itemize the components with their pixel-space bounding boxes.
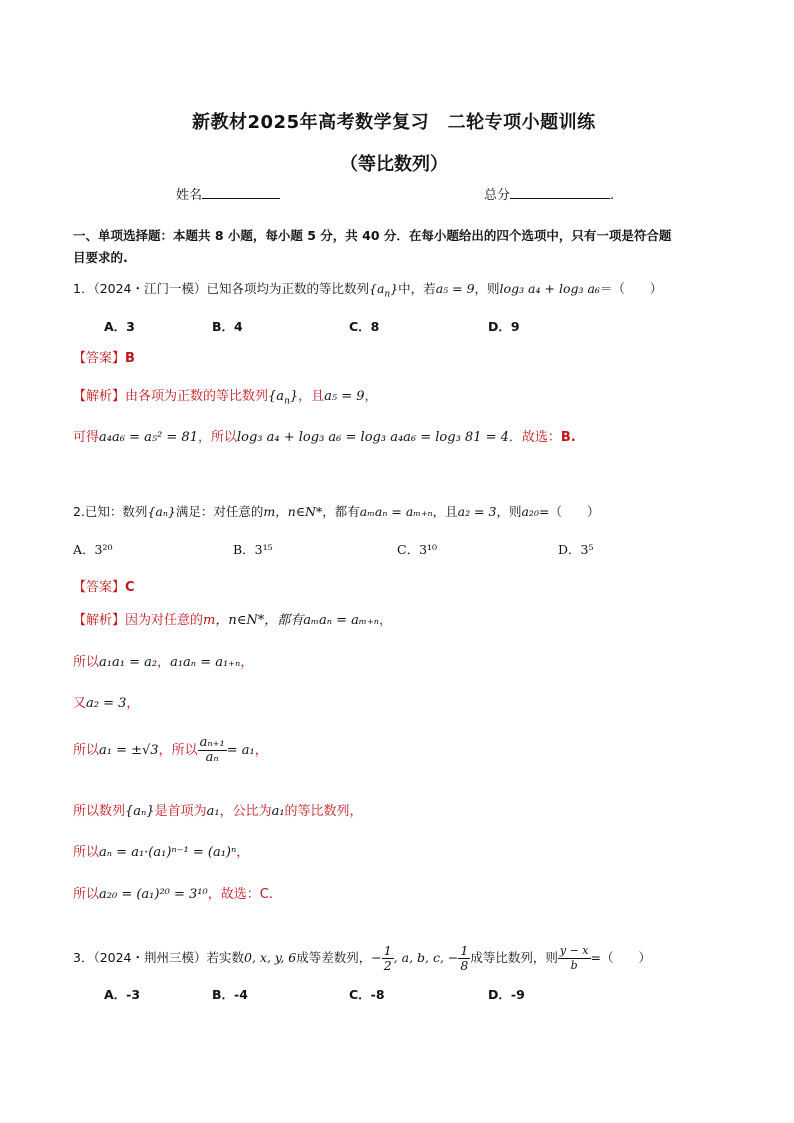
q3-mid2: 成等比数列，则 [470,950,558,965]
question-1 [73,279,662,300]
q1-expr: log₃ a₄ + log₃ a₆ [499,281,600,296]
q1-mid2: ，则 [474,281,500,296]
q3-seq2b: , a, b, c, − [393,950,459,965]
q2-an5-a: 所以数列 [73,804,126,819]
page-title: 新教材2025年高考数学复习 二轮专项小题训练 [192,112,596,133]
q1-option-c: C．8 [349,319,380,334]
q1-answer-tag: 【答案】 [73,351,126,366]
q2-an2-a: 所以 [73,655,100,670]
q2-mid2: ，都有 [322,504,360,519]
q2-an4-a: 所以 [73,743,100,758]
q2-analysis-tag: 【解析】 [73,613,126,628]
name-blank [202,186,280,199]
q2-analysis-line7 [73,883,273,902]
q3-target-num: y − x [559,944,589,957]
question-2 [73,502,599,520]
q2-answer-tag: 【答案】 [73,580,126,595]
q2-an4-e: ， [254,743,268,758]
q2-option-d: D．3⁵ [558,542,594,557]
q2-an1-b: m [203,613,216,628]
q2-an4-d: = a₁ [226,743,255,758]
q2-an6-a: 所以 [73,845,100,860]
q2-an6-c: ， [236,845,250,860]
q2-mid3: ，且 [432,504,458,519]
q2-analysis-line4 [73,736,268,765]
q2-option-c: C．3¹⁰ [397,542,438,557]
section-heading-line1: 一、单项选择题：本题共 8 小题，每小题 5 分，共 40 分．在每小题给出的四个选项中，只有一项是符合题 [73,228,672,243]
q1-mid: 中，若 [398,281,436,296]
q1-analysis-line2 [73,426,576,445]
q2-an3-a: 又 [73,696,87,711]
q2-an5-d: a₁ [206,804,220,819]
q2-answer-value: C [125,580,135,595]
q1-analysis-seq: $\{a_n\}$ [268,389,299,407]
q2-an7-d: C. [259,887,273,902]
q2-mid: 满足：对任意的 [175,504,264,519]
q2-mid4: ，则 [496,504,522,519]
q2-an4-num: aₙ₊₁ [199,735,225,750]
q2-option-a: A．3²⁰ [73,542,113,557]
q1-an2-d: log₃ a₄ + log₃ a₆ = log₃ a₄a₆ = log₃ 81 = 4 [237,430,509,445]
q1-prefix: 1．（2024・江门一模）已知各项均为正数的等比数列 [73,281,370,296]
q2-analysis-line2 [73,651,253,670]
q1-an2-b: a₄a₆ = a₅² = 81 [99,430,198,445]
q1-analysis-line1 [73,385,378,407]
q2-option-b: B．3¹⁵ [233,542,273,557]
section-heading-line2: 目要求的. [73,250,128,265]
q2-an2-c: ， [157,655,171,670]
q2-an4-den: aₙ [205,750,219,765]
q3-mid: 成等差数列， [296,950,372,965]
q2-an7-a: 所以 [73,887,100,902]
q1-an2-f: B. [560,430,576,445]
q1-answer-value: B [125,351,135,366]
q2-an5-e: ，公比为 [219,804,272,819]
q2-an2-e: ， [240,655,254,670]
q2-vars: m，n∈N* [263,504,323,519]
q2-tail: =（ ） [538,504,600,519]
q2-an5-g: 的等比数列， [284,804,363,819]
q1-seq: $\{a_n\}$ [369,281,399,300]
q2-an7-b: a₂₀ = (a₁)²⁰ = 3¹⁰ [99,887,208,902]
q3-target-den: b [570,959,578,972]
q2-analysis-line5 [73,800,363,819]
q1-an2-a: 可得 [73,430,100,445]
q2-an4-c: ，所以 [158,743,198,758]
q2-an3-c: ， [126,696,140,711]
q1-an2-e: ．故选： [508,430,561,445]
q3-option-b: B．-4 [212,987,248,1002]
q1-answer [73,347,135,366]
score-blank [510,186,610,199]
q2-analysis-line3 [73,692,139,711]
q2-an3-b: a₂ = 3 [86,696,127,711]
q3-eighth-den: 8 [460,958,469,973]
q2-an5-c: 是首项为 [154,804,207,819]
q1-analysis-text2: ，且 [298,389,325,404]
q3-prefix: 3．（2024・荆州三模）若实数 [73,950,245,965]
q1-analysis-text1: 由各项为正数的等比数列 [125,389,269,404]
q3-tail: =（ ） [590,950,651,965]
q2-an4-fraction [198,736,227,765]
q3-eighth-fraction [458,944,470,973]
q1-tail: ＝（ ） [599,281,663,296]
q1-option-a: A．3 [104,319,135,334]
q2-prefix: 2.已知：数列 [73,504,148,519]
q2-an6-b: aₙ = a₁·(a₁)ⁿ⁻¹ = (a₁)ⁿ [99,845,237,860]
q3-seq2a: − [371,950,382,965]
q2-an1-c: ，n∈N*，都有 [215,613,304,628]
q1-an2-c: ，所以 [197,430,237,445]
q3-half-fraction [382,944,394,973]
q1-option-d: D．9 [488,319,520,334]
name-label: 姓名 [176,188,203,203]
q2-an1-a: 因为对任意的 [125,613,204,628]
q3-eighth-num: 1 [460,943,469,958]
score-field [484,184,614,203]
q2-an7-c: ，故选： [207,887,260,902]
q1-cond: a₅ = 9 [435,281,475,296]
score-tail: . [610,188,615,203]
name-field [176,184,280,203]
q3-half-num: 1 [383,943,392,958]
q3-seq1: 0, x, y, 6 [244,950,297,965]
q2-rel: aₘaₙ = aₘ₊ₙ [359,504,433,519]
q1-option-b: B．4 [212,319,243,334]
q3-option-a: A．-3 [104,987,141,1002]
q3-half-den: 2 [383,958,392,973]
q2-seq: {aₙ} [147,504,176,519]
q1-analysis-cond: a₅ = 9 [324,389,365,404]
page-subtitle: （等比数列） [340,154,448,175]
q2-an1-d: aₘaₙ = aₘ₊ₙ [303,613,379,628]
question-3 [73,944,651,973]
q2-an2-d: a₁aₙ = a₁₊ₙ [170,655,241,670]
q2-an4-b: a₁ = ±√3 [99,743,159,758]
q3-option-d: D．-9 [488,987,525,1002]
q2-an2-b: a₁a₁ = a₂ [99,655,158,670]
q2-an5-f: a₁ [271,804,285,819]
q1-analysis-tag: 【解析】 [73,389,126,404]
score-label: 总分 [484,188,511,203]
q2-cond: a₂ = 3 [457,504,497,519]
q2-an1-e: ， [379,613,393,628]
q2-answer [73,576,135,595]
q2-an5-b: {aₙ} [125,804,155,819]
q2-analysis-line6 [73,841,249,860]
q3-option-c: C．-8 [349,987,385,1002]
q1-analysis-text3: ， [364,389,378,404]
q3-target-fraction [558,944,591,973]
q2-analysis-line1 [73,609,392,628]
q2-target: a₂₀ [521,504,539,519]
